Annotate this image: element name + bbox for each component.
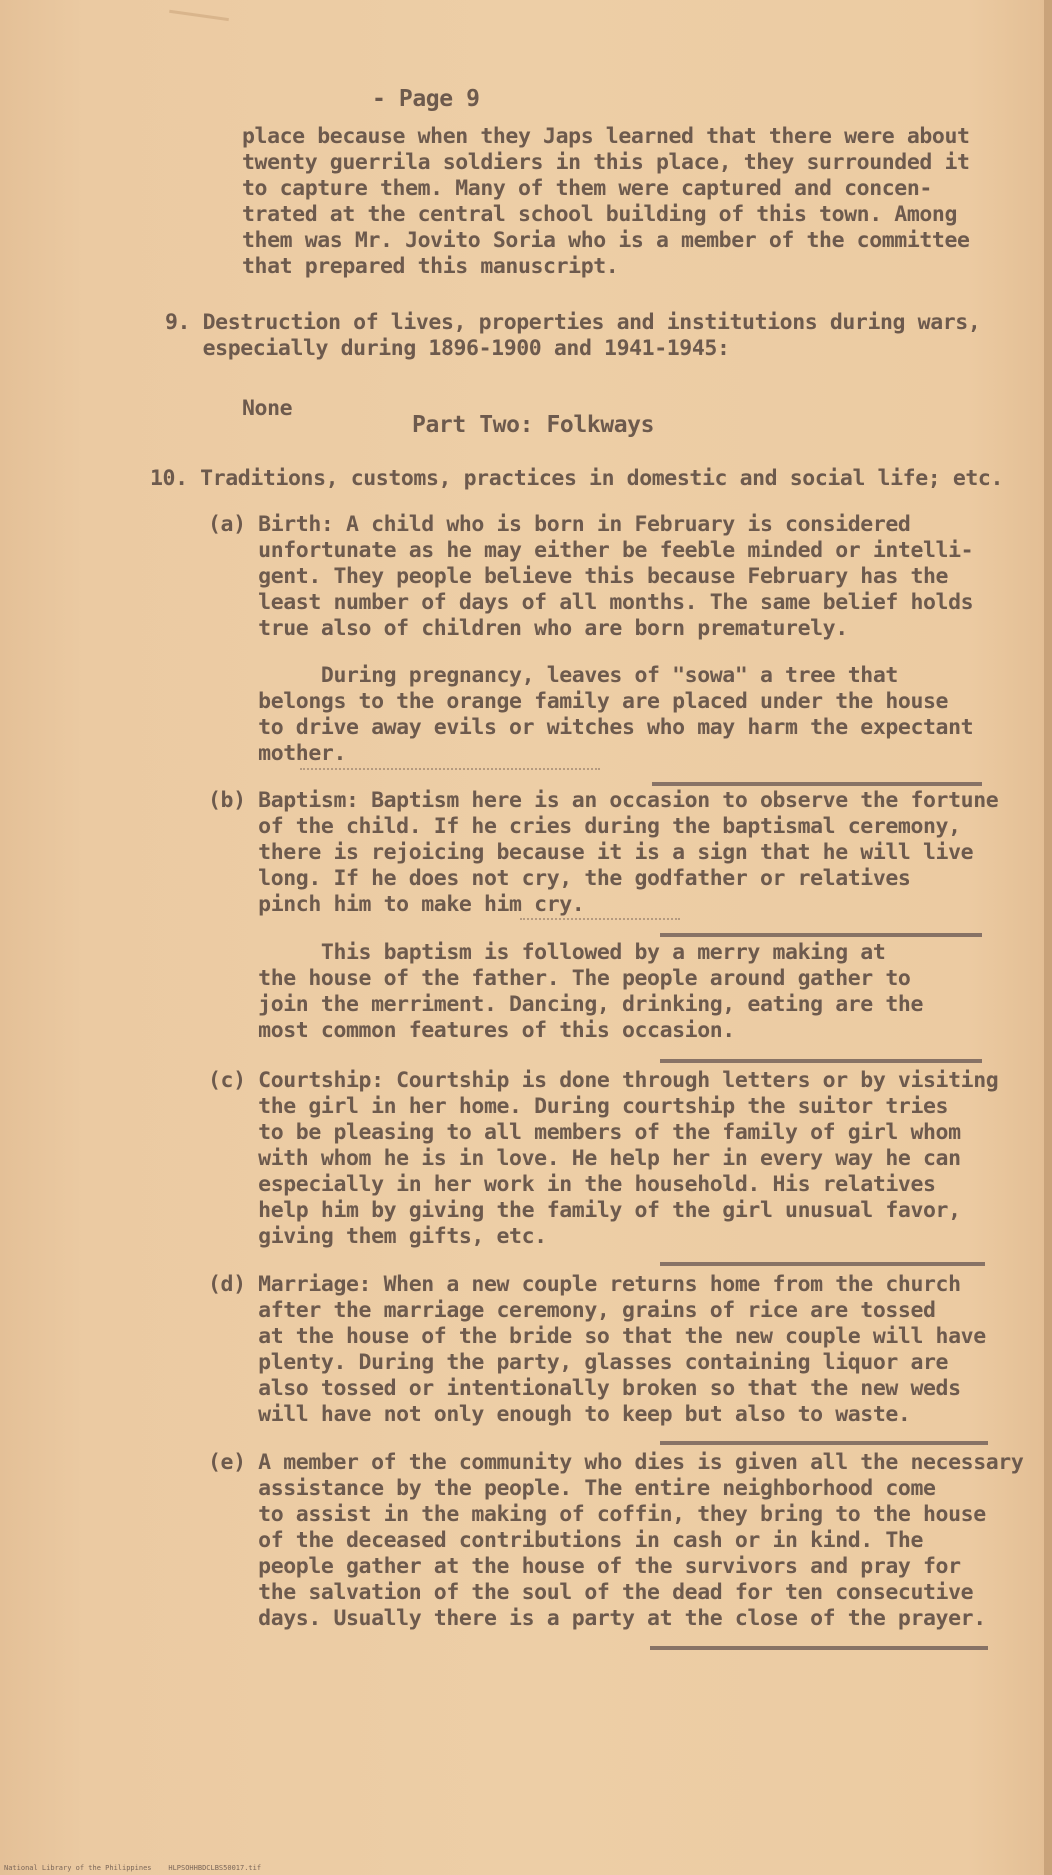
text-line: people gather at the house of the survivors and pray for [208,1554,961,1579]
text-line: (e) A member of the community who dies is given all the necessary [208,1450,1024,1475]
text-line: twenty guerrila soldiers in this place, they surrounded it [242,150,970,175]
item-9-heading-cont: especially during 1896-1900 and 1941-1945: [165,336,730,361]
item-9-heading: 9. Destruction of lives, properties and institutions during wars, [165,310,981,335]
text-line: giving them gifts, etc. [208,1224,547,1249]
text-line: place because when they Japs learned that there were about [242,124,970,149]
text-line: to assist in the making of coffin, they bring to the house [208,1502,986,1527]
text-line: also tossed or intentionally broken so that the new weds [208,1376,961,1401]
page-number: - Page 9 [372,86,480,112]
text-line: least number of days of all months. The same belief holds [208,590,974,615]
underline-rule [660,1059,982,1063]
text-line: especially in her work in the household. His relatives [208,1172,936,1197]
text-line: that prepared this manuscript. [242,254,619,279]
text-line: (a) Birth: A child who is born in February is considered [208,512,911,537]
dotted-separator [520,918,680,920]
text-line: will have not only enough to keep but also to waste. [208,1402,911,1427]
text-line: to drive away evils or witches who may harm the expectant [208,715,974,740]
text-line: mother. [208,741,346,766]
text-line: pinch him to make him cry. [208,892,585,917]
text-line: unfortunate as he may either be feeble minded or intelli- [208,538,974,563]
text-line: most common features of this occasion. [208,1018,735,1043]
item-9-answer: None [242,396,293,421]
text-line: (b) Baptism: Baptism here is an occasion to observe the fortune [208,788,999,813]
text-line: the girl in her home. During courtship the suitor tries [208,1094,949,1119]
text-line: During pregnancy, leaves of "sowa" a tree that [208,663,898,688]
text-line: the house of the father. The people around gather to [208,966,911,991]
text-line: plenty. During the party, glasses containing liquor are [208,1350,949,1375]
text-line: after the marriage ceremony, grains of rice are tossed [208,1298,936,1323]
text-line: true also of children who are born prematurely. [208,616,848,641]
text-line: with whom he is in love. He help her in every way he can [208,1146,961,1171]
text-line: (c) Courtship: Courtship is done through letters or by visiting [208,1068,999,1093]
corner-crease [169,0,231,21]
text-line: of the deceased contributions in cash or in kind. The [208,1528,924,1553]
archive-footer: National Library of the Philippines HLPSOHHBDCLBS50017.tif [4,1864,262,1872]
underline-rule [660,1262,985,1266]
text-line: (d) Marriage: When a new couple returns home from the church [208,1272,961,1297]
text-line: help him by giving the family of the girl unusual favor, [208,1198,961,1223]
part-two-heading: Part Two: Folkways [412,412,655,438]
underline-rule [660,933,982,937]
text-line: days. Usually there is a party at the close of the prayer. [208,1606,986,1631]
text-line: long. If he does not cry, the godfather or relatives [208,866,911,891]
dotted-separator [300,768,600,770]
text-line: of the child. If he cries during the baptismal ceremony, [208,814,961,839]
text-line: trated at the central school building of this town. Among [242,202,958,227]
underline-rule [650,1646,988,1650]
text-line: assistance by the people. The entire neighborhood come [208,1476,936,1501]
text-line: to be pleasing to all members of the family of girl whom [208,1120,961,1145]
text-line: there is rejoicing because it is a sign that he will live [208,840,974,865]
text-line: join the merriment. Dancing, drinking, eating are the [208,992,924,1017]
text-line: This baptism is followed by a merry making at [208,940,886,965]
text-line: gent. They people believe this because February has the [208,564,949,589]
text-line: to capture them. Many of them were captured and concen- [242,176,932,201]
text-line: at the house of the bride so that the new couple will have [208,1324,986,1349]
underline-rule [660,1441,988,1445]
text-line: the salvation of the soul of the dead for ten consecutive [208,1580,974,1605]
item-10-heading: 10. Traditions, customs, practices in domestic and social life; etc. [150,466,1003,491]
page-edge [1044,0,1052,1875]
text-line: belongs to the orange family are placed under the house [208,689,949,714]
text-line: them was Mr. Jovito Soria who is a member of the committee [242,228,970,253]
underline-rule [652,782,982,786]
